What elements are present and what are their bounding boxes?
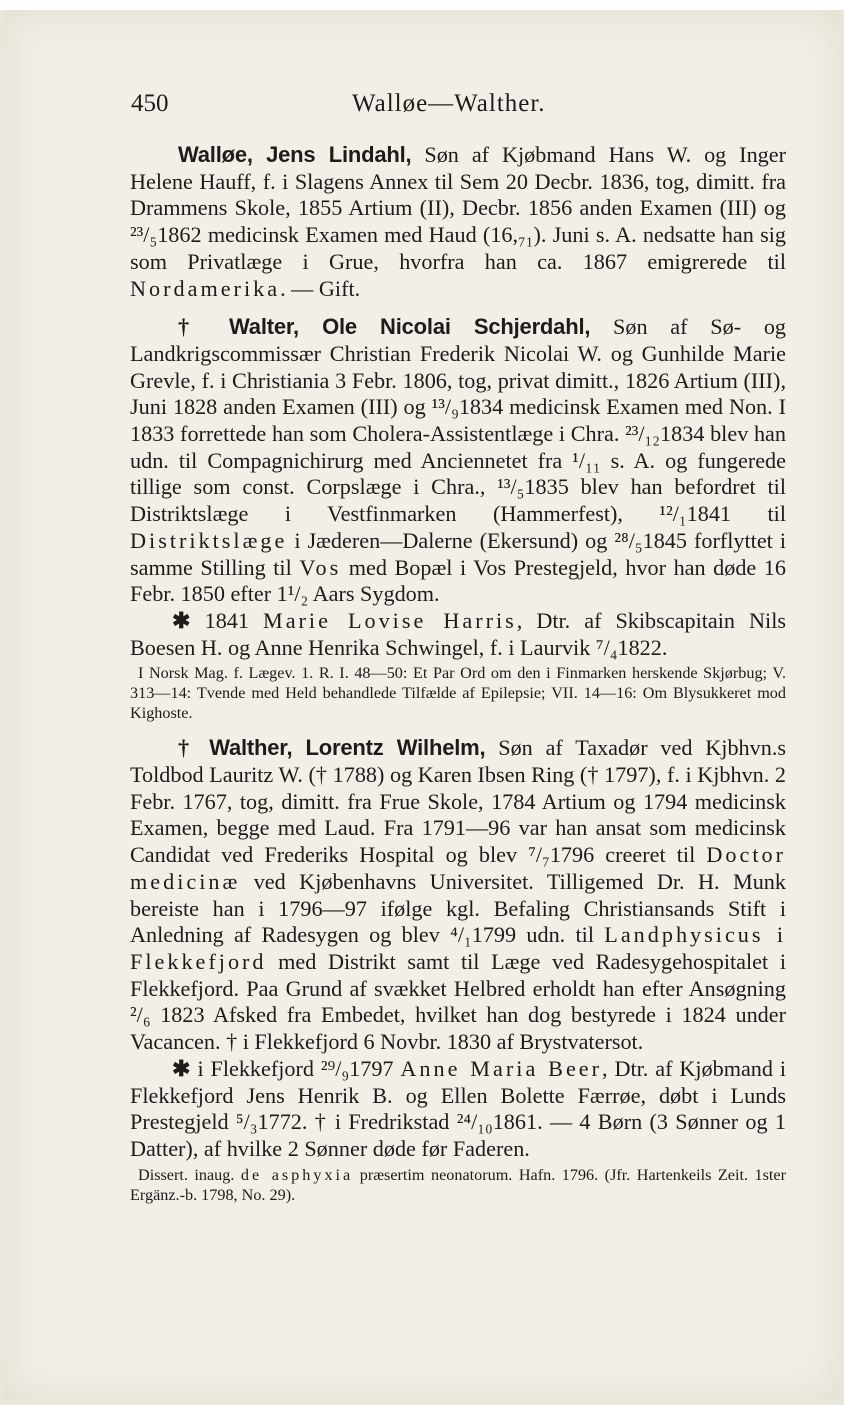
spaced-emphasis: de asphyxia (240, 1165, 354, 1184)
entry-walloe (130, 142, 786, 302)
spaced-emphasis: Nordamerika (130, 275, 281, 301)
spaced-emphasis: Marie Lovise Harris (262, 607, 517, 633)
entry-name: Walløe, Jens Lindahl, (178, 142, 412, 167)
spaced-emphasis: Vos (299, 554, 342, 580)
entry-walther-references: Dissert. inaug. de asphyxia præsertim neonatorum. Hafn. 1796. (Jfr. Hartenkeils Zeit. 1ster Ergänz.-b. 1798, No. 29). (130, 1165, 786, 1204)
marriage-icon: ✱ (172, 607, 191, 633)
running-head: Walløe—Walther. (352, 90, 546, 117)
entry-walter-bio: † Walter, Ole Nicolai Schjerdahl, Søn af Sø- og Landkrigscommissær Christian Frederik Nicolai W. og Gunhilde Marie Grevle, f. i Christiania 3 Febr. 1806, tog, privat dimitt., 1826 Artium (III), Juni 1828 anden Examen (III) og ¹³/₉1834 medicinsk Examen med Non. I 1833 forrettede han som Cholera-Assistentlæge i Chra. ²³/₁₂1834 blev han udn. til Compagnichirurg med Anciennetet fra ¹/₁₁ s. A. og fungerede tillige som const. Corpslæge i Chra., ¹³/₅1835 blev han befordret til Distriktslæge i Vestfinmarken (Hammerfest), ¹²/₁1841 til Distriktslæge i Jæderen—Dalerne (Ekersund) og ²⁸/₅1845 forflyttet i samme Stilling til Vos med Bopæl i Vos Prestegjeld, hvor han døde 16 Febr. 1850 efter 1¹/₂ Aars Sygdom. (130, 314, 787, 607)
page-body (130, 142, 786, 1205)
spaced-emphasis: Anne Maria Beer (400, 1055, 603, 1081)
entry-walter (130, 314, 786, 723)
entry-name: Walter, Ole Nicolai Schjerdahl, (229, 314, 591, 340)
entry-walther (130, 735, 786, 1204)
entry-walter-references: I Norsk Mag. f. Lægev. 1. R. I. 48—50: Et Par Ord om den i Finmarken herskende Skjørbug; V. 313—14: Tvende med Held behandlede Tilfælde af Epilepsie; VII. 14—16: Om Blysukkeret mod Kighoste. (130, 664, 786, 723)
page-header (131, 90, 786, 122)
scan-top-border (0, 0, 844, 10)
entry-walther-marriage: ✱ i Flekkefjord ²⁹/₉1797 Anne Maria Beer, Dtr. af Kjøbmand i Flekkefjord Jens Henrik B. og Ellen Bolette Færrøe, døbt i Lunds Prestegjeld ⁵/₃1772. † i Fredrikstad ²⁴/₁₀1861. — 4 Børn (3 Sønner og 1 Datter), af hvilke 2 Sønner døde før Faderen. (130, 1055, 787, 1161)
entry-name: Walther, Lorentz Wilhelm, (209, 735, 486, 761)
entry-walter-marriage: ✱ 1841 Marie Lovise Harris, Dtr. af Skibscapitain Nils Boesen H. og Anne Henrika Schwingel, f. i Laurvik ⁷/₄1822. (130, 607, 786, 660)
spaced-emphasis: Distriktslæge (130, 527, 288, 553)
entry-walloe-bio: Walløe, Jens Lindahl, Søn af Kjøbmand Hans W. og Inger Helene Hauff, f. i Slagens Annex til Sem 20 Decbr. 1836, tog, dimitt. fra Drammens Skole, 1855 Artium (II), Decbr. 1856 anden Examen (III) og ²³/₅1862 medicinsk Examen med Haud (16,₇₁). Juni s. A. nedsatte han sig som Privatlæge i Grue, hvorfra han ca. 1867 emigrerede til Nordamerika. — Gift. (130, 142, 786, 301)
spaced-emphasis: Doctor medicinæ (130, 842, 786, 894)
spaced-emphasis: Landphysicus i Flekkefjord (130, 922, 786, 974)
entry-walther-bio: † Walther, Lorentz Wilhelm, Søn af Taxadør ved Kjbhvn.s Toldbod Lauritz W. († 1788) og Karen Ibsen Ring († 1797), f. i Kjbhvn. 2 Febr. 1767, tog, dimitt. fra Frue Skole, 1784 Artium og 1794 medicinsk Examen, begge med Laud. Fra 1791—96 var han ansat som medicinsk Candidat ved Frederiks Hospital og blev ⁷/₇1796 creeret til Doctor medicinæ ved Kjøbenhavns Universitet. Tilligemed Dr. H. Munk bereiste han i 1796—97 ifølge kgl. Befaling Christiansands Stift i Anledning af Radesygen og blev ⁴/₁1799 udn. til Landphysicus i Flekkefjord med Distrikt samt til Læge ved Radesygehospitalet i Flekkefjord. Paa Grund af svækket Helbred erholdt han efter Ansøgning ²/₆ 1823 Afsked fra Embedet, hvilket han dog bestyrede i 1824 under Vacancen. † i Flekkefjord 6 Novbr. 1830 af Brystvatersot. (130, 735, 787, 1055)
dagger-mark: † (178, 735, 197, 761)
dagger-mark: † (178, 314, 207, 340)
marriage-icon: ✱ (172, 1055, 191, 1081)
page-number: 450 (131, 90, 169, 117)
